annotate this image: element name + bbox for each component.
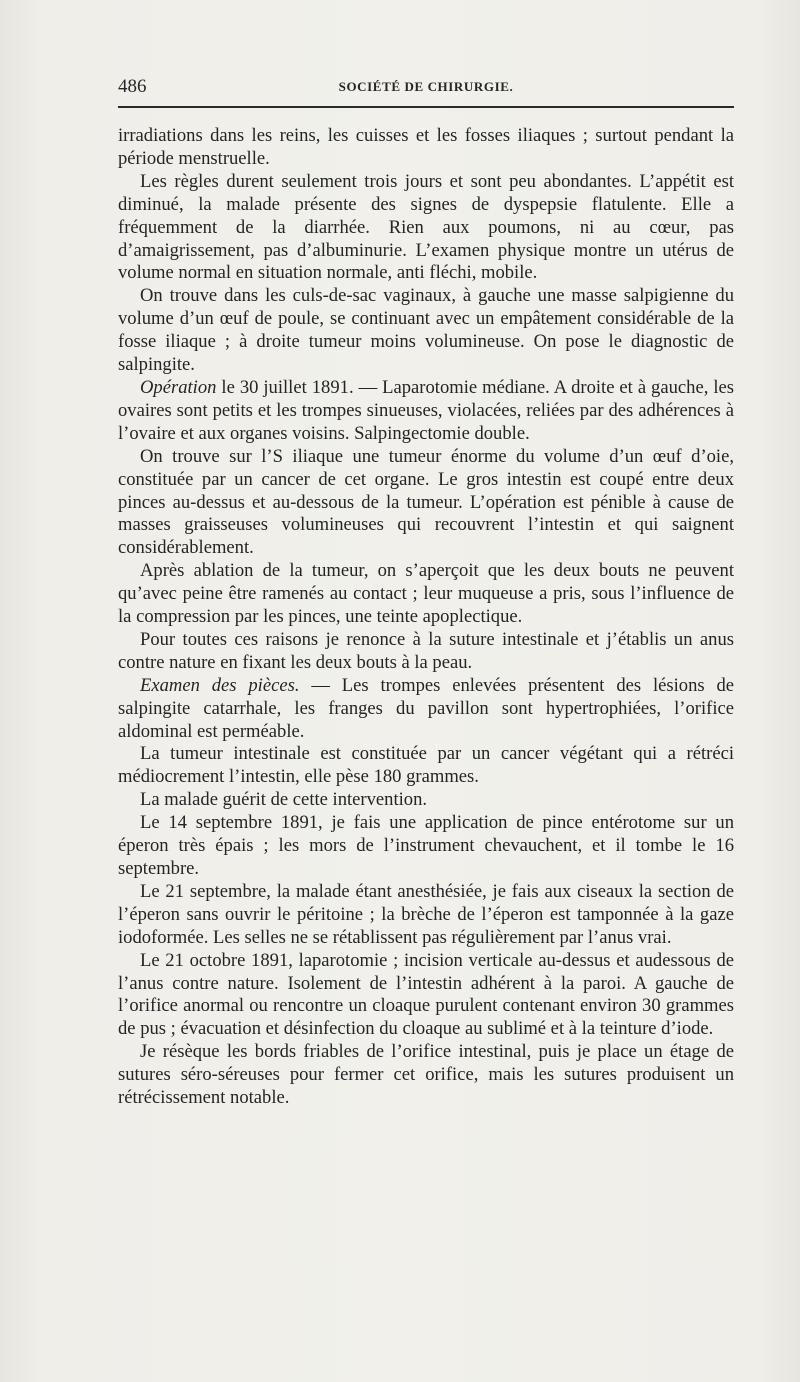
paragraph: Le 21 septembre, la malade étant anesthésiée, je fais aux ciseaux la section de l’éperon sans ouvrir le péritoine ; la brèche de l’éperon est tamponnée à la gaze iodoformée. Les selles ne se rétablissent pas régulièrement par l’anus vrai. <box>118 880 734 948</box>
paragraph: Examen des pièces. — Les trompes enlevées présentent des lésions de salpingite catarrhale, les franges du pavillon sont hypertrophiées, l’orifice aldominal est perméable. <box>118 674 735 742</box>
paragraph: irradiations dans les reins, les cuisses et les fosses iliaques ; surtout pendant la période menstruelle. <box>118 125 734 169</box>
section-lead: Opération <box>140 376 217 398</box>
header-rule <box>118 106 734 108</box>
paragraph: Après ablation de la tumeur, on s’aperçoit que les deux bouts ne peuvent qu’avec peine être ramenés au contact ; leur muqueuse a pris, sous l’influence de la compression par les pinces, une teinte apoplectique. <box>118 560 734 628</box>
page-header <box>118 76 734 100</box>
paragraph: La malade guérit de cette intervention. <box>140 789 428 811</box>
paragraph: On trouve sur l’S iliaque une tumeur énorme du volume d’un œuf d’oie, constituée par un cancer de cet organe. Le gros intestin est coupé entre deux pinces au-dessus et au-dessous de la tumeur. L’opération est pénible à cause de masses graisseuses volumineuses qui recouvrent l’intestin et qui saignent considérablement. <box>118 445 734 559</box>
paragraph: La tumeur intestinale est constituée par un cancer végétant qui a rétréci médiocrement l’intestin, elle pèse 180 grammes. <box>118 743 734 788</box>
section-lead: Examen des pièces. <box>140 674 300 696</box>
paragraph: Pour toutes ces raisons je renonce à la suture intestinale et j’établis un anus contre nature en fixant les deux bouts à la peau. <box>118 628 734 673</box>
paragraph: On trouve dans les culs-de-sac vaginaux, à gauche une masse salpigienne du volume d’un œuf de poule, se continuant avec un empâtement considérable de la fosse iliaque ; à droite tumeur moins volumineuse. On pose le diagnostic de salpingite. <box>118 285 734 376</box>
paragraph: Je résèque les bords friables de l’orifice intestinal, puis je place un étage de sutures séro-séreuses pour fermer cet orifice, mais les sutures produisent un rétrécissement notable. <box>118 1041 734 1109</box>
paragraph: Le 21 octobre 1891, laparotomie ; incision verticale au-dessus et audessous de l’anus contre nature. Isolement de l’intestin adhérent à la paroi. A gauche de l’orifice anormal ou rencontre un cloaque purulent contenant environ 30 grammes de pus ; évacuation et désinfection du cloaque au sublimé et à la teinture d’iode. <box>118 949 734 1040</box>
running-title: SOCIÉTÉ DE CHIRURGIE. <box>338 79 514 94</box>
paragraph: Le 14 septembre 1891, je fais une application de pince entérotome sur un éperon très épais ; les mors de l’instrument chevauchent, et il tombe le 16 septembre. <box>118 812 734 879</box>
page-number: 486 <box>118 76 147 97</box>
paragraph: Les règles durent seulement trois jours et sont peu abondantes. L’appétit est diminué, la malade présente des signes de dyspepsie flatulente. Elle a fréquemment de la diarrhée. Rien aux poumons, ni au cœur, pas d’amaigrissement, pas d’albuminurie. L’examen physique montre un utérus de volume normal en situation normale, anti fléchi, mobile. <box>118 170 734 284</box>
body-text <box>118 125 734 1110</box>
paragraph: Opération le 30 juillet 1891. — Laparotomie médiane. A droite et à gauche, les ovaires sont petits et les trompes sinueuses, violacées, reliées par des adhérences à l’ovaire et aux organes voisins. Salpingectomie double. <box>118 376 734 444</box>
